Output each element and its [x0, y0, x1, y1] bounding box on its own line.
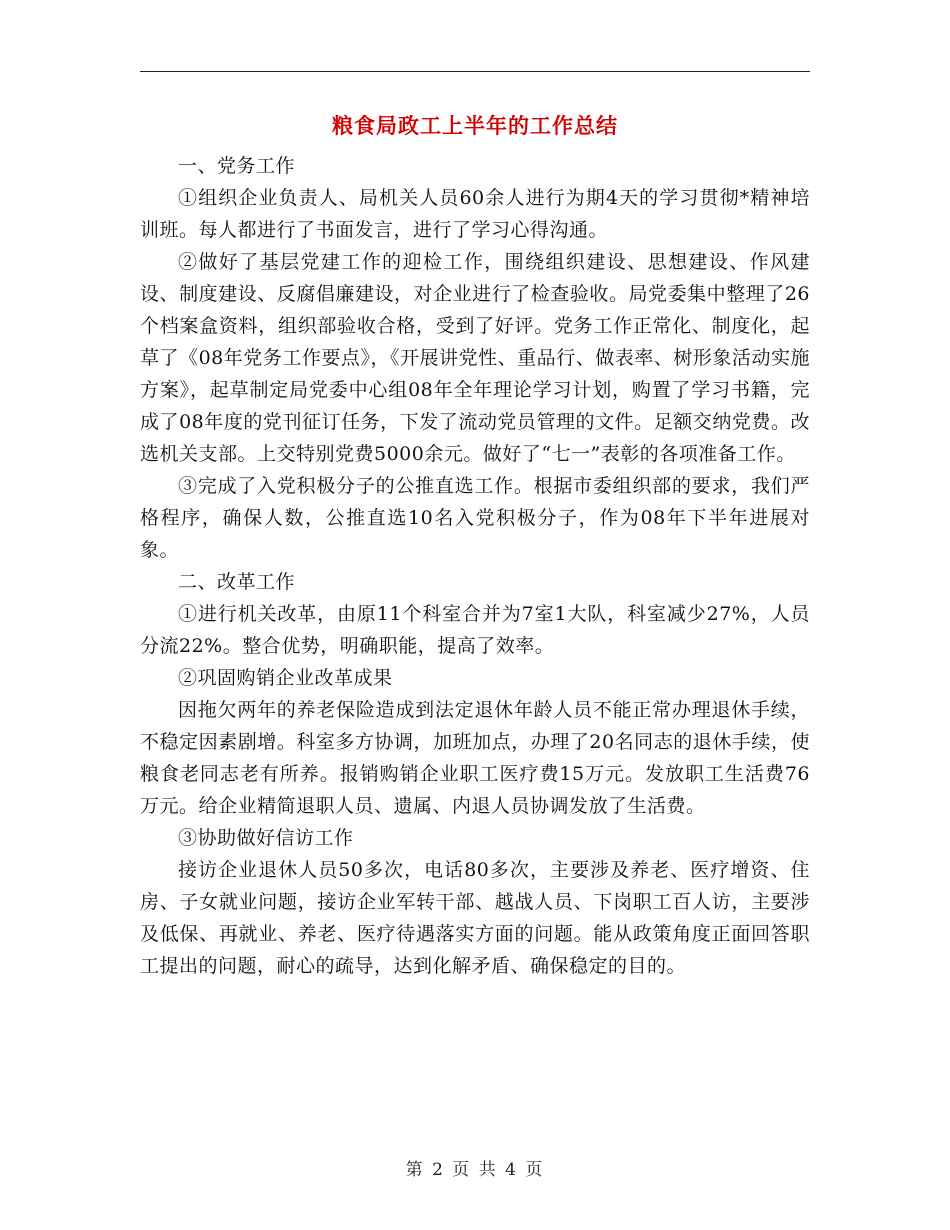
- header-rule: [140, 71, 810, 72]
- paragraph-party-building: ②做好了基层党建工作的迎检工作，围绕组织建设、思想建设、作风建设、制度建设、反腐倡廉建设，对企业进行了检查验收。局党委集中整理了26个档案盒资料，组织部验收合格，受到了好评。党务工作正常化、制度化，起草了《08年党务工作要点》，《开展讲党性、重品行、做表率、树形象活动实施方案》，起草制定局党委中心组08年全年理论学习计划，购置了学习书籍，完成了08年度的党刊征订任务，下发了流动党员管理的文件。足额交纳党费。改选机关支部。上交特别党费5000余元。做好了“七一”表彰的各项准备工作。: [140, 251, 810, 465]
- page-footer: 第 2 页 共 4 页: [405, 1160, 545, 1180]
- section-heading-reform: 二、改革工作: [178, 571, 296, 593]
- paragraph-training: ①组织企业负责人、局机关人员60余人进行为期4天的学习贯彻*精神培训班。每人都进行了书面发言，进行了学习心得沟通。: [140, 187, 810, 241]
- document-body: [140, 150, 810, 982]
- paragraph-retirement: 因拖欠两年的养老保险造成到法定退休年龄人员不能正常办理退休手续，不稳定因素剧增。科室多方协调，加班加点，办理了20名同志的退休手续，使粮食老同志老有所养。报销购销企业职工医疗费15万元。发放职工生活费76万元。给企业精简退职人员、遗属、内退人员协调发放了生活费。: [140, 699, 810, 817]
- paragraph-election: ③完成了入党积极分子的公推直选工作。根据市委组织部的要求，我们严格程序，确保人数，公推直选10名入党积极分子，作为08年下半年进展对象。: [140, 475, 810, 561]
- document-title: 粮食局政工上半年的工作总结: [332, 114, 618, 138]
- paragraph-petition: 接访企业退休人员50多次，电话80多次，主要涉及养老、医疗增资、住房、子女就业问题，接访企业军转干部、越战人员、下岗职工百人访，主要涉及低保、再就业、养老、医疗待遇落实方面的问题。能从政策角度正面回答职工提出的问题，耐心的疏导，达到化解矛盾、确保稳定的目的。: [140, 859, 810, 977]
- subheading-enterprise-reform: ②巩固购销企业改革成果: [178, 667, 393, 689]
- paragraph-agency-reform: ①进行机关改革，由原11个科室合并为7室1大队，科室减少27%，人员分流22%。整合优势，明确职能，提高了效率。: [140, 603, 810, 657]
- subheading-petition: ③协助做好信访工作: [178, 827, 354, 849]
- section-heading-party-affairs: 一、党务工作: [178, 155, 296, 177]
